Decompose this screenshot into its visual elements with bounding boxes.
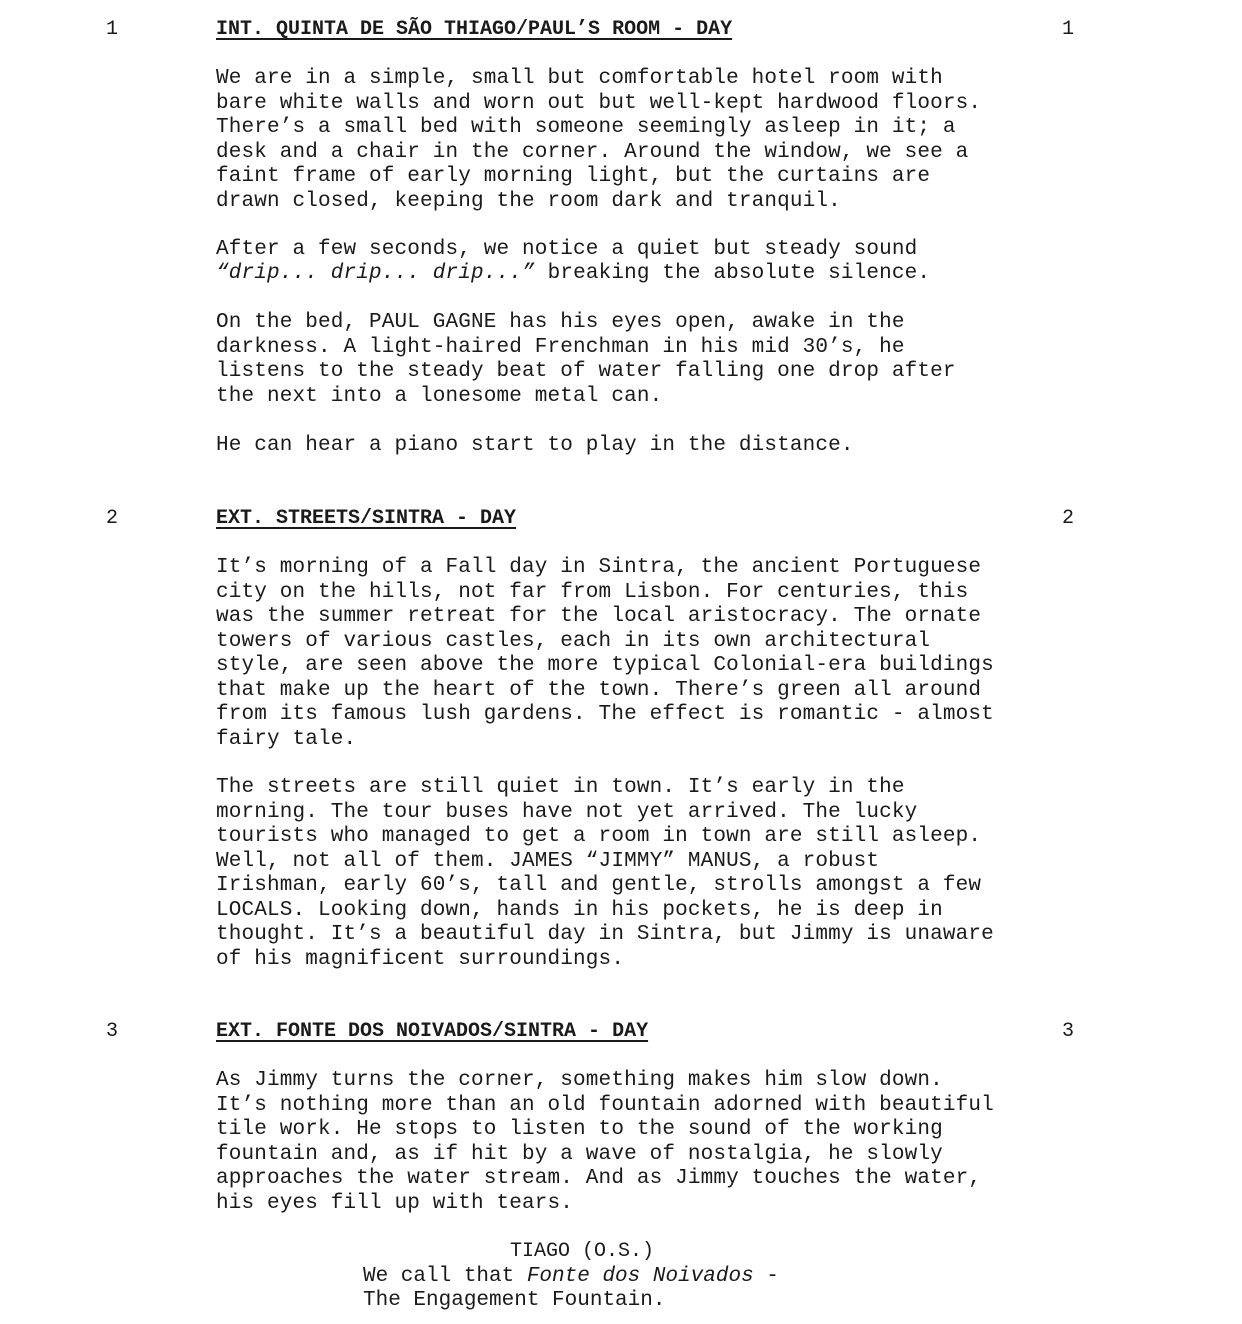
action-paragraph: As Jimmy turns the corner, something makes him slow down. It’s nothing more than an old fountain adorned with beautiful tile work. He stops to listen to the sound of the working fountain and, as if hit by a wave of nostalgia, he slowly approaches the water stream. And as Jimmy touches the water, his eyes fill up with tears. xyxy=(216,1069,994,1215)
action-paragraph: We are in a simple, small but comfortable hotel room with bare white walls and worn out but well-kept hardwood floors. There’s a small bed with someone seemingly asleep in it; a desk and a chair in the corner. Around the window, we see a faint frame of early morning light, but the curtains are drawn closed, keeping the room dark and tranquil. xyxy=(216,67,982,213)
dialogue-line: The Engagement Fountain. xyxy=(363,1289,666,1312)
scene-number-right: 2 xyxy=(1062,507,1075,530)
dialogue-line xyxy=(363,1265,779,1290)
action-paragraph: The streets are still quiet in town. It’s early in the morning. The tour buses have not yet arrived. The lucky tourists who managed to get a room in town are still asleep. Well, not all of them. JAMES “JIMMY” MANUS, a robust Irishman, early 60’s, tall and gentle, strolls amongst a few LOCALS. Looking down, hands in his pockets, he is deep in thought. It’s a beautiful day in Sintra, but Jimmy is unaware of his magnificent surroundings. xyxy=(216,776,994,971)
character-cue: TIAGO (O.S.) xyxy=(510,1240,655,1263)
scene-number-right: 1 xyxy=(1062,18,1075,41)
scene-number-left: 2 xyxy=(106,507,119,530)
action-paragraph: After a few seconds, we notice a quiet but steady sound xyxy=(216,238,918,261)
scene-number-left: 1 xyxy=(106,18,119,41)
scene-heading: EXT. STREETS/SINTRA - DAY xyxy=(216,507,517,530)
scene-number-left: 3 xyxy=(106,1020,119,1043)
dialogue-italic-text: Fonte dos Noivados xyxy=(526,1265,754,1288)
action-paragraph: It’s morning of a Fall day in Sintra, the ancient Portuguese city on the hills, not far from Lisbon. For centuries, this was the summer retreat for the local aristocracy. The ornate towers of various castles, each in its own architectural style, are seen above the more typical Colonial-era buildings that make up the heart of the town. There’s green all around from its famous lush gardens. The effect is romantic - almost fairy tale. xyxy=(216,556,994,751)
dialogue-text: We call that xyxy=(363,1265,527,1288)
scene-heading: INT. QUINTA DE SÃO THIAGO/PAUL’S ROOM - DAY xyxy=(216,18,733,41)
dialogue-text: - xyxy=(753,1265,779,1288)
sound-effect-text: “drip... drip... drip...” xyxy=(216,262,535,285)
action-paragraph: On the bed, PAUL GAGNE has his eyes open, awake in the darkness. A light-haired Frenchman in his mid 30’s, he listens to the steady beat of water falling one drop after the next into a lonesome metal can. xyxy=(216,311,956,408)
action-paragraph: He can hear a piano start to play in the distance. xyxy=(216,434,854,457)
scene-number-right: 3 xyxy=(1062,1020,1075,1043)
action-paragraph xyxy=(216,262,1096,287)
action-text: breaking the absolute silence. xyxy=(534,262,931,285)
scene-heading: EXT. FONTE DOS NOIVADOS/SINTRA - DAY xyxy=(216,1020,649,1043)
